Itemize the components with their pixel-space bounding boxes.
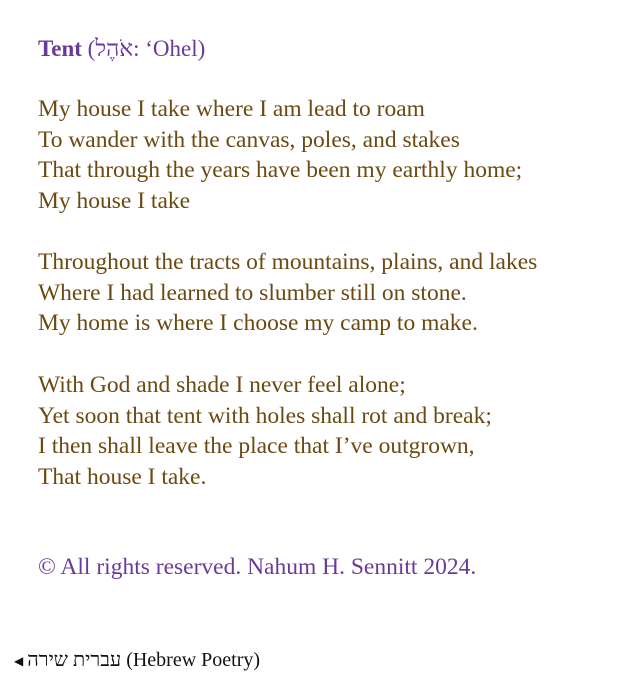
stanza-3 [38, 370, 492, 492]
poem-line: My house I take where I am lead to roam [38, 96, 425, 122]
poem-line: Where I had learned to slumber still on stone. [38, 279, 467, 306]
poem-line: Yet soon that tent with holes shall rot and break; [38, 402, 492, 429]
poem-title [38, 34, 205, 64]
poem-title-transliteration: (אֹהֶל: ‘Ohel) [87, 36, 206, 61]
poem-line: I then shall leave the place that I’ve outgrown, [38, 433, 475, 459]
poem-line: That house I take. [38, 463, 207, 490]
hebrew-poetry-link-label: עברית שירה (Hebrew Poetry) [27, 649, 261, 671]
stanza-1 [38, 94, 522, 216]
stanza-2 [38, 247, 537, 339]
poem-line: With God and shade I never feel alone; [38, 372, 406, 398]
back-arrow-icon: ◀ [14, 654, 24, 669]
poem-line: My house I take [38, 187, 191, 214]
poem-title-word: Tent [38, 36, 82, 61]
poem-line: That through the years have been my earthly home; [38, 157, 523, 183]
poem-line: Throughout the tracts of mountains, plains, and lakes [38, 249, 538, 275]
hebrew-poetry-back-link[interactable] [14, 646, 260, 675]
poem-line: My home is where I choose my camp to make. [38, 310, 478, 336]
copyright-notice: © All rights reserved. Nahum H. Sennitt 2024. [38, 554, 477, 580]
poem-line: To wander with the canvas, poles, and stakes [38, 126, 460, 153]
